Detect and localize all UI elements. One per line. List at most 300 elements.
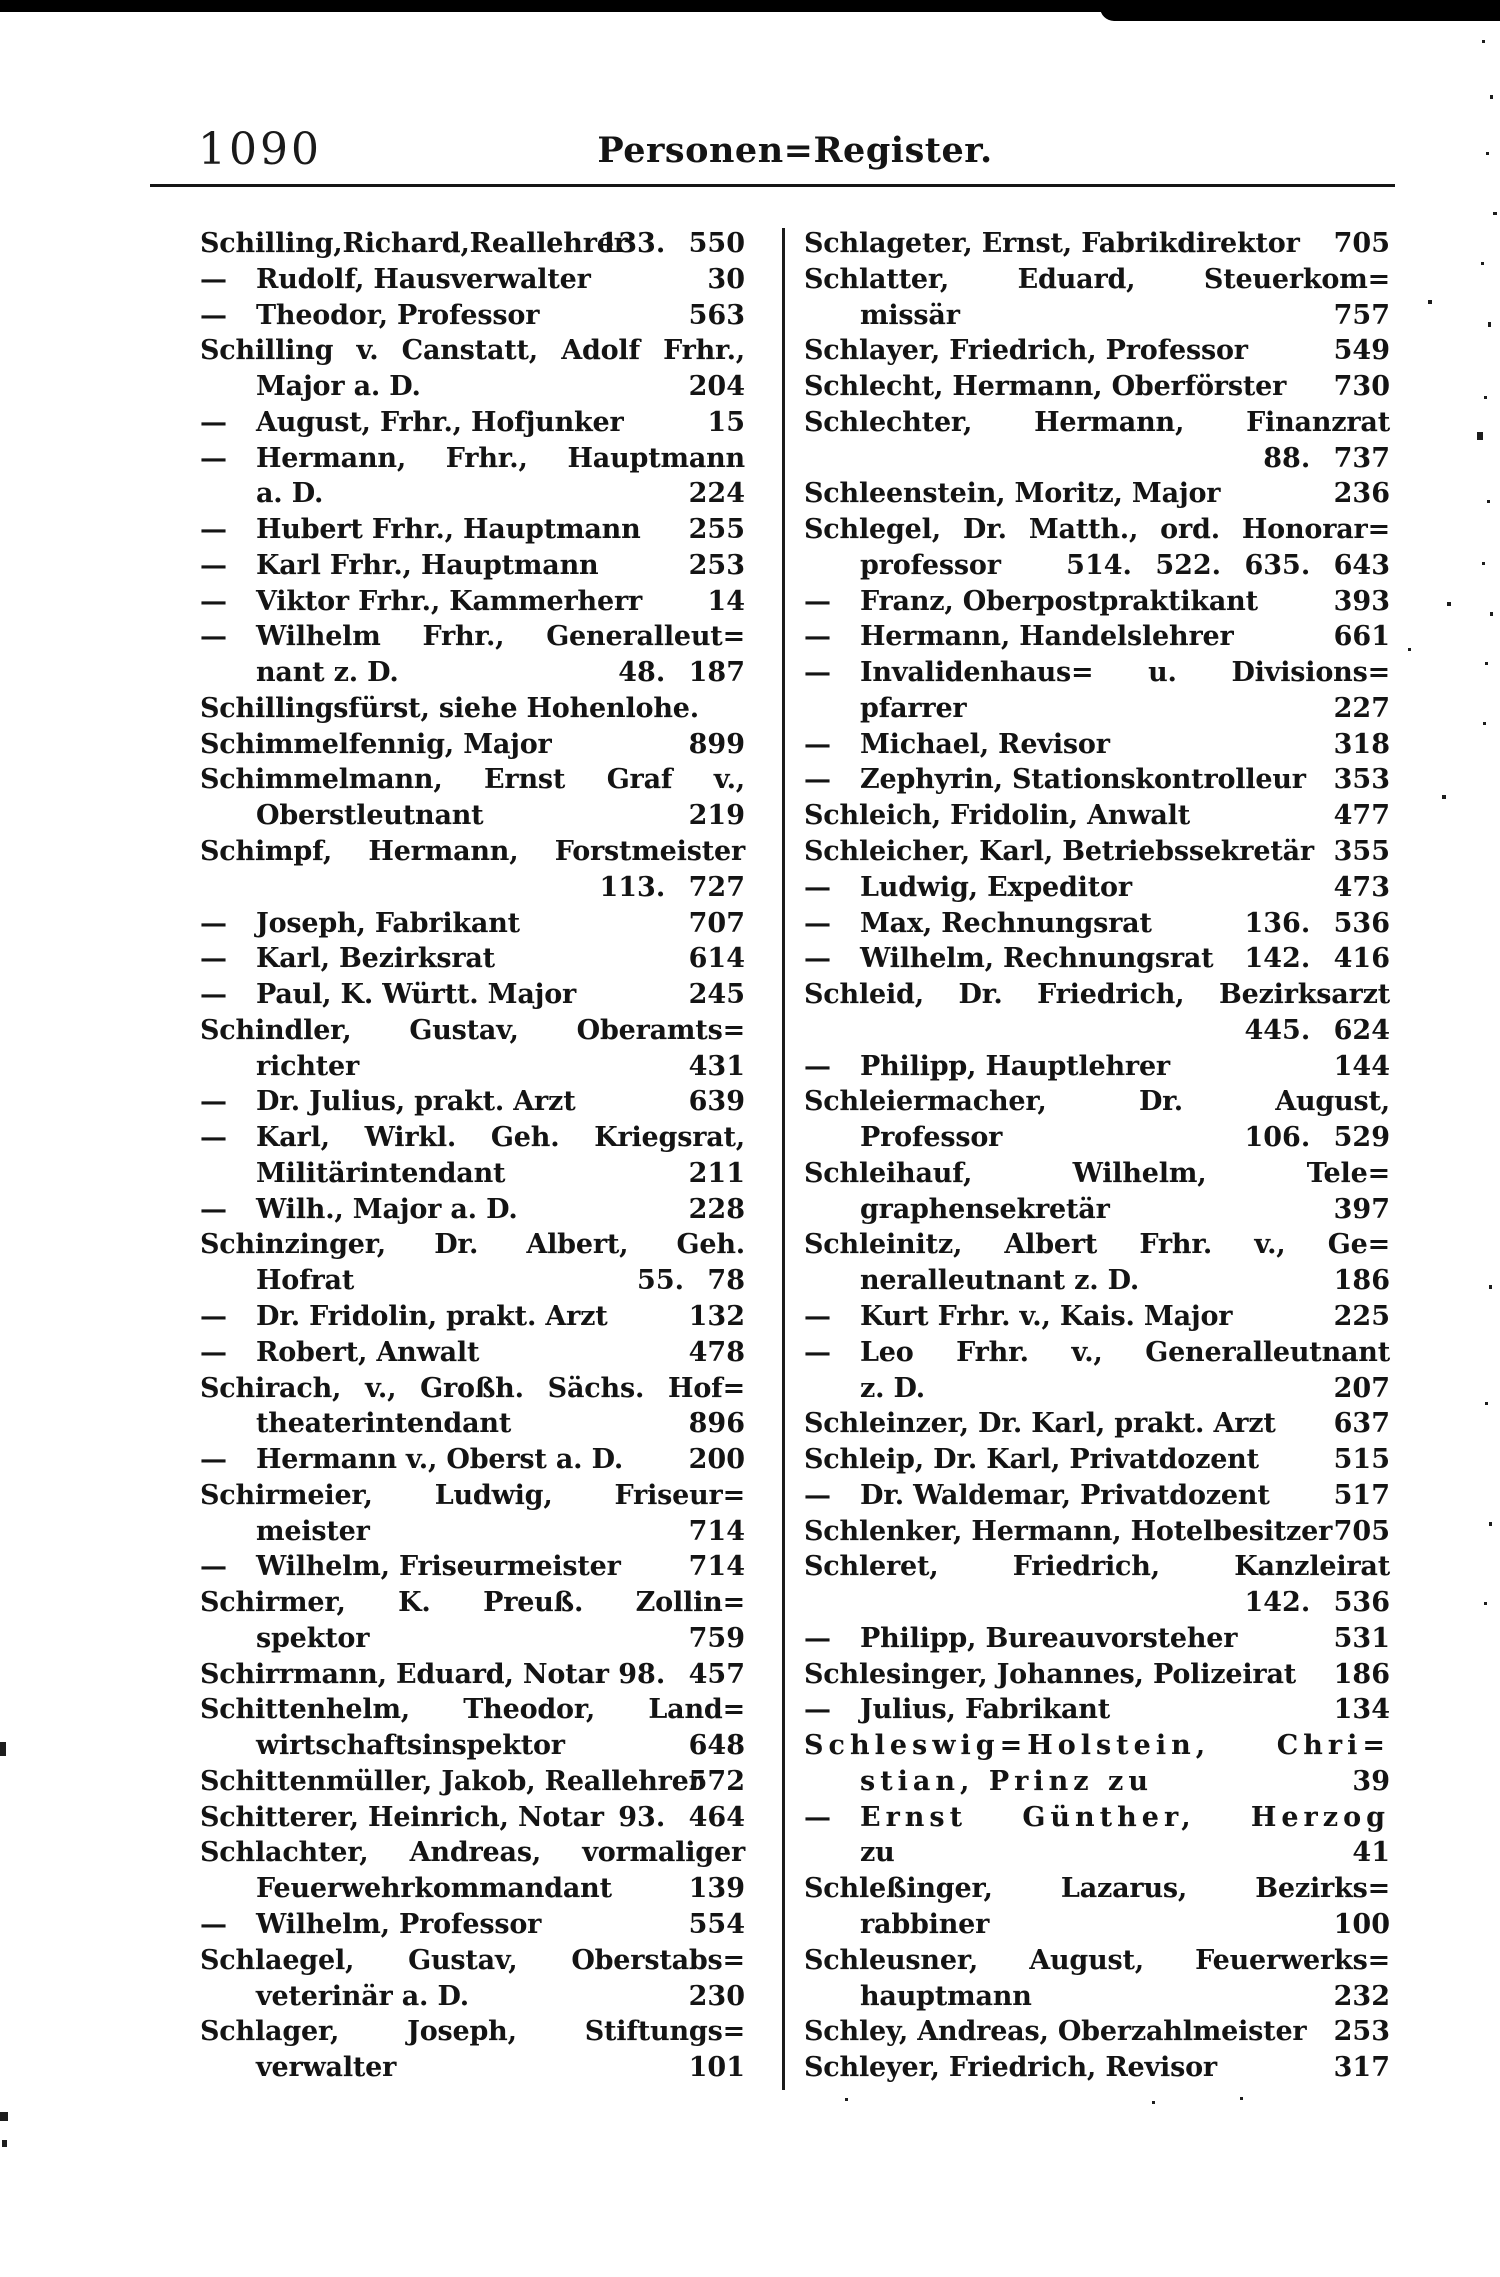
- entry-text: professor: [860, 549, 1001, 581]
- entry-text: Schleswig=Holstein, Chri=: [804, 1730, 1390, 1762]
- register-line: [804, 476, 1390, 512]
- entry-text: Schlaegel, Gustav, Oberstabs=: [200, 1944, 745, 1976]
- entry-page-number: 88. 737: [1263, 442, 1390, 474]
- entry-text: — Invalidenhaus= u. Divisions=: [804, 655, 1390, 691]
- ditto-dash: —: [804, 1801, 836, 1833]
- register-line: [804, 1871, 1390, 1907]
- entry-text: theaterintendant: [256, 1408, 512, 1440]
- entry-text: — Ludwig, Expeditor: [804, 870, 1390, 906]
- ditto-dash: —: [804, 621, 831, 653]
- scan-artifact: [845, 2098, 848, 2101]
- register-line: [200, 1907, 745, 1943]
- register-line: [200, 1371, 745, 1407]
- register-line: [804, 1192, 1390, 1228]
- entry-page-number: 224: [688, 478, 745, 510]
- entry-text: — Joseph, Fabrikant: [200, 906, 745, 942]
- entry-text: hauptmann: [860, 1980, 1032, 2012]
- entry-text: spektor: [256, 1622, 370, 1654]
- entry-page-number: 200: [688, 1444, 745, 1476]
- ditto-dash: —: [200, 943, 227, 975]
- entry-page-number: 648: [688, 1730, 745, 1762]
- entry-text: — Paul, K. Württ. Major: [200, 977, 745, 1013]
- entry-page-number: 431: [688, 1050, 745, 1082]
- register-line: [804, 1478, 1390, 1514]
- entry-text: Schimmelmann, Ernst Graf v.,: [200, 764, 745, 796]
- register-line: [804, 870, 1390, 906]
- entry-text: veterinär a. D.: [256, 1980, 469, 2012]
- entry-text: Schleihauf, Wilhelm, Tele=: [804, 1157, 1390, 1189]
- entry-text: Schirrmann, Eduard, Notar: [200, 1658, 609, 1690]
- entry-page-number: 132: [688, 1300, 745, 1332]
- register-line: [200, 1120, 745, 1156]
- scan-artifact: [1482, 562, 1485, 565]
- register-line: [200, 476, 745, 512]
- register-line: [804, 262, 1390, 298]
- entry-text: — Ernst Günther, Herzog: [804, 1800, 1390, 1836]
- entry-page-number: 661: [1333, 621, 1390, 653]
- entry-page-number: 15: [707, 406, 745, 438]
- register-line: [200, 1657, 745, 1693]
- scan-artifact: [1482, 40, 1485, 43]
- ditto-dash: —: [200, 907, 227, 939]
- register-line: [804, 1979, 1390, 2015]
- entry-text: Schimpf, Hermann, Forstmeister: [200, 836, 745, 868]
- entry-page-number: 896: [688, 1408, 745, 1440]
- scan-artifact: [1486, 152, 1489, 155]
- register-line: [804, 1943, 1390, 1979]
- scan-artifact: [1487, 500, 1490, 503]
- entry-text: — Hermann, Handelslehrer: [804, 619, 1390, 655]
- register-line: [200, 1156, 745, 1192]
- ditto-dash: —: [200, 406, 227, 438]
- register-line: [200, 1979, 745, 2015]
- entry-page-number: 39: [1352, 1765, 1390, 1797]
- register-line: [200, 1335, 745, 1371]
- register-line: [804, 584, 1390, 620]
- ditto-dash: —: [200, 1444, 227, 1476]
- scan-artifact: [1493, 212, 1497, 215]
- entry-text: graphensekretär: [860, 1193, 1110, 1225]
- scan-artifact: [1477, 432, 1483, 440]
- entry-page-number: 355: [1333, 836, 1390, 868]
- ditto-dash: —: [200, 1122, 227, 1154]
- entry-text: Schlachter, Andreas, vormaliger: [200, 1837, 745, 1869]
- register-line: [200, 798, 745, 834]
- register-line: [200, 1406, 745, 1442]
- ditto-dash: —: [804, 907, 831, 939]
- entry-page-number: 100: [1333, 1908, 1390, 1940]
- scan-artifact-top-bar: [1100, 0, 1500, 21]
- register-line: [200, 1943, 745, 1979]
- register-line: [804, 977, 1390, 1013]
- entry-text: — Wilh., Major a. D.: [200, 1192, 745, 1228]
- scan-artifact: [0, 1742, 6, 1756]
- register-line: [200, 1514, 745, 1550]
- register-line: [804, 333, 1390, 369]
- register-line: [200, 1013, 745, 1049]
- register-line: [200, 1192, 745, 1228]
- entry-text: Schleip, Dr. Karl, Privatdozent: [804, 1444, 1259, 1476]
- entry-text: missär: [860, 299, 960, 331]
- entry-page-number: 236: [1333, 478, 1390, 510]
- entry-page-number: 93. 464: [618, 1801, 745, 1833]
- entry-text: — Julius, Fabrikant: [804, 1692, 1390, 1728]
- scan-artifact: [1489, 1522, 1492, 1526]
- register-line: [804, 2014, 1390, 2050]
- register-line: [804, 548, 1390, 584]
- entry-page-number: 101: [688, 2052, 745, 2084]
- entry-page-number: 317: [1333, 2052, 1390, 2084]
- register-line: [200, 405, 745, 441]
- entry-page-number: 253: [688, 549, 745, 581]
- entry-text: Schittenmüller, Jakob, Reallehrer: [200, 1765, 703, 1797]
- register-line: [804, 1406, 1390, 1442]
- entry-text: Professor: [860, 1122, 1003, 1154]
- entry-page-number: 478: [688, 1336, 745, 1368]
- entry-page-number: 445. 624: [1244, 1014, 1390, 1046]
- entry-text: — Max, Rechnungsrat: [804, 906, 1390, 942]
- entry-text: Schillingsfürst, siehe Hohenlohe.: [200, 692, 699, 724]
- entry-text: — Dr. Waldemar, Privatdozent: [804, 1478, 1390, 1514]
- header-rule: [150, 184, 1395, 187]
- ditto-dash: —: [200, 299, 227, 331]
- register-line: [804, 1764, 1390, 1800]
- entry-page-number: 55. 78: [637, 1265, 745, 1297]
- ditto-dash: —: [804, 657, 831, 689]
- scan-artifact: [1488, 322, 1491, 327]
- register-line: [200, 2050, 745, 2086]
- entry-text: Feuerwehrkommandant: [256, 1873, 612, 1905]
- entry-text: wirtschaftsinspektor: [256, 1730, 565, 1762]
- entry-page-number: 133. 550: [599, 228, 745, 259]
- register-line: [200, 655, 745, 691]
- entry-text: — Zephyrin, Stationskontrolleur: [804, 762, 1390, 798]
- entry-text: richter: [256, 1050, 360, 1082]
- entry-text: z. D.: [860, 1372, 925, 1404]
- ditto-dash: —: [804, 1336, 831, 1368]
- entry-page-number: 207: [1333, 1372, 1390, 1404]
- entry-text: Schleusner, August, Feuerwerks=: [804, 1944, 1390, 1976]
- entry-text: Schley, Andreas, Oberzahlmeister: [804, 2016, 1307, 2048]
- register-line: [804, 1156, 1390, 1192]
- register-line: [804, 1835, 1390, 1871]
- entry-text: Schlechter, Hermann, Finanzrat: [804, 406, 1390, 438]
- register-line: [200, 584, 745, 620]
- entry-text: Schittenhelm, Theodor, Land=: [200, 1694, 745, 1726]
- register-line: [200, 762, 745, 798]
- entry-text: — Wilhelm Frhr., Generalleut=: [200, 619, 745, 655]
- register-line: [804, 1084, 1390, 1120]
- scan-artifact: [1485, 1402, 1488, 1405]
- entry-text: — Karl, Bezirksrat: [200, 941, 745, 977]
- scan-artifact: [1489, 1285, 1492, 1289]
- entry-page-number: 142. 536: [1244, 1587, 1390, 1619]
- ditto-dash: —: [804, 728, 831, 760]
- register-line: [804, 762, 1390, 798]
- entry-text: Schlecht, Hermann, Oberförster: [804, 371, 1287, 403]
- scan-artifact: [1490, 95, 1493, 99]
- entry-text: Oberstleutnant: [256, 800, 484, 832]
- entry-page-number: 219: [688, 800, 745, 832]
- entry-page-number: 142. 416: [1244, 943, 1390, 975]
- entry-text: Schleicher, Karl, Betriebssekretär: [804, 836, 1314, 868]
- entry-text: — Wilhelm, Professor: [200, 1907, 745, 1943]
- entry-text: — Karl Frhr., Hauptmann: [200, 548, 745, 584]
- entry-text: Schleid, Dr. Friedrich, Bezirksarzt: [804, 979, 1390, 1011]
- register-line: [804, 941, 1390, 977]
- register-line: [804, 226, 1390, 262]
- entry-text: Schleyer, Friedrich, Revisor: [804, 2052, 1217, 2084]
- entry-page-number: 531: [1333, 1622, 1390, 1654]
- register-line: [200, 906, 745, 942]
- scan-artifact: [1408, 648, 1411, 651]
- entry-page-number: 707: [688, 907, 745, 939]
- register-line: [200, 1728, 745, 1764]
- ditto-dash: —: [200, 1193, 227, 1225]
- entry-text: nant z. D.: [256, 657, 399, 689]
- entry-page-number: 549: [1333, 335, 1390, 367]
- entry-text: Schlegel, Dr. Matth., ord. Honorar=: [804, 514, 1390, 546]
- entry-text: — Robert, Anwalt: [200, 1335, 745, 1371]
- entry-page-number: 227: [1333, 692, 1390, 724]
- ditto-dash: —: [804, 1050, 831, 1082]
- register-line: [804, 1907, 1390, 1943]
- ditto-dash: —: [804, 1622, 831, 1654]
- register-column-left: [200, 226, 745, 2086]
- register-line: [804, 1120, 1390, 1156]
- entry-text: — Michael, Revisor: [804, 727, 1390, 763]
- register-line: [200, 1227, 745, 1263]
- entry-text: Schindler, Gustav, Oberamts=: [200, 1014, 745, 1046]
- register-line: [200, 1764, 745, 1800]
- entry-page-number: 134: [1333, 1694, 1390, 1726]
- register-line: [200, 727, 745, 763]
- register-line: [200, 870, 745, 906]
- entry-text: Schlesinger, Johannes, Polizeirat: [804, 1658, 1297, 1690]
- ditto-dash: —: [200, 1551, 227, 1583]
- entry-text: — August, Frhr., Hofjunker: [200, 405, 745, 441]
- entry-page-number: 517: [1333, 1479, 1390, 1511]
- register-line: [200, 298, 745, 334]
- scan-artifact: [1483, 722, 1486, 725]
- entry-text: — Kurt Frhr. v., Kais. Major: [804, 1299, 1390, 1335]
- entry-text: Schirmer, K. Preuß. Zollin=: [200, 1587, 745, 1619]
- entry-text: Schlayer, Friedrich, Professor: [804, 335, 1248, 367]
- register-line: [200, 977, 745, 1013]
- register-line: [200, 1585, 745, 1621]
- entry-page-number: 563: [688, 299, 745, 331]
- entry-text: Schleinitz, Albert Frhr. v., Ge=: [804, 1229, 1390, 1261]
- entry-text: Schleenstein, Moritz, Major: [804, 478, 1221, 510]
- entry-page-number: 245: [688, 979, 745, 1011]
- entry-text: zu: [860, 1837, 895, 1869]
- register-line: [804, 405, 1390, 441]
- register-column-right: [804, 226, 1390, 2086]
- register-line: [200, 512, 745, 548]
- scan-artifact: [0, 2112, 8, 2121]
- entry-page-number: 230: [688, 1980, 745, 2012]
- register-line: [200, 1871, 745, 1907]
- register-line: [200, 1549, 745, 1585]
- register-line: [804, 834, 1390, 870]
- entry-text: — Hermann v., Oberst a. D.: [200, 1442, 745, 1478]
- entry-page-number: 113. 727: [599, 871, 745, 903]
- register-line: [200, 2014, 745, 2050]
- entry-page-number: 318: [1333, 728, 1390, 760]
- entry-page-number: 136. 536: [1244, 907, 1390, 939]
- entry-text: Militärintendant: [256, 1157, 506, 1189]
- entry-text: Schlatter, Eduard, Steuerkom=: [804, 263, 1390, 295]
- ditto-dash: —: [804, 943, 831, 975]
- entry-text: — Wilhelm, Rechnungsrat: [804, 941, 1390, 977]
- register-line: [200, 941, 745, 977]
- entry-page-number: 393: [1333, 585, 1390, 617]
- register-line: [804, 1657, 1390, 1693]
- register-line: [200, 1621, 745, 1657]
- scan-artifact: [1447, 602, 1451, 606]
- scan-artifact: [1240, 2097, 1243, 2100]
- register-line: [200, 691, 745, 727]
- entry-text: — Dr. Julius, prakt. Arzt: [200, 1084, 745, 1120]
- scan-artifact: [1428, 300, 1432, 304]
- ditto-dash: —: [200, 621, 227, 653]
- entry-page-number: 98. 457: [618, 1658, 745, 1690]
- entry-text: — Hermann, Frhr., Hauptmann: [200, 441, 745, 477]
- entry-text: — Philipp, Hauptlehrer: [804, 1049, 1390, 1085]
- ditto-dash: —: [804, 1300, 831, 1332]
- entry-page-number: 637: [1333, 1408, 1390, 1440]
- entry-text: Schirmeier, Ludwig, Friseur=: [200, 1479, 745, 1511]
- register-line: [804, 798, 1390, 834]
- column-divider: [782, 228, 785, 2090]
- register-line: [200, 262, 745, 298]
- entry-page-number: 554: [688, 1908, 745, 1940]
- scan-artifact: [1484, 396, 1487, 399]
- entry-text: Hofrat: [256, 1265, 355, 1297]
- register-line: [200, 548, 745, 584]
- register-line: [804, 1335, 1390, 1371]
- register-line: [200, 1049, 745, 1085]
- register-line: [200, 1084, 745, 1120]
- ditto-dash: —: [804, 1479, 831, 1511]
- entry-page-number: 144: [1333, 1050, 1390, 1082]
- page-number: 1090: [198, 124, 322, 175]
- register-line: [804, 1585, 1390, 1621]
- entry-text: — Hubert Frhr., Hauptmann: [200, 512, 745, 548]
- page-header-title: Personen=Register.: [597, 130, 993, 171]
- register-line: [804, 512, 1390, 548]
- entry-text: Schimmelfennig, Major: [200, 728, 552, 760]
- ditto-dash: —: [804, 585, 831, 617]
- register-line: [804, 1263, 1390, 1299]
- register-line: [804, 655, 1390, 691]
- entry-text: — Dr. Fridolin, prakt. Arzt: [200, 1299, 745, 1335]
- register-line: [200, 1800, 745, 1836]
- entry-page-number: 759: [688, 1622, 745, 1654]
- register-line: [804, 369, 1390, 405]
- entry-page-number: 232: [1333, 1980, 1390, 2012]
- entry-page-number: 639: [688, 1086, 745, 1118]
- register-line: [200, 1692, 745, 1728]
- scan-artifact: [1481, 262, 1484, 265]
- register-line: [804, 1299, 1390, 1335]
- register-line: [804, 1621, 1390, 1657]
- register-line: [200, 1299, 745, 1335]
- register-line: [804, 298, 1390, 334]
- entry-text: Major a. D.: [256, 371, 421, 403]
- entry-text: Schinzinger, Dr. Albert, Geh.: [200, 1229, 745, 1261]
- scan-artifact: [2, 2140, 7, 2147]
- entry-text: Schilling,Richard,Reallehrer: [200, 228, 628, 259]
- entry-page-number: 572: [688, 1765, 745, 1797]
- entry-text: Schitterer, Heinrich, Notar: [200, 1801, 604, 1833]
- entry-page-number: 714: [688, 1515, 745, 1547]
- entry-text: Schleich, Fridolin, Anwalt: [804, 800, 1190, 832]
- entry-text: meister: [256, 1515, 370, 1547]
- register-line: [200, 619, 745, 655]
- entry-text: — Wilhelm, Friseurmeister: [200, 1549, 745, 1585]
- ditto-dash: —: [804, 1694, 831, 1726]
- entry-page-number: 253: [1333, 2016, 1390, 2048]
- entry-text: rabbiner: [860, 1908, 990, 1940]
- register-line: [200, 226, 745, 262]
- ditto-dash: —: [200, 1908, 227, 1940]
- ditto-dash: —: [200, 549, 227, 581]
- entry-page-number: 515: [1333, 1444, 1390, 1476]
- entry-page-number: 397: [1333, 1193, 1390, 1225]
- entry-page-number: 757: [1333, 299, 1390, 331]
- register-line: [804, 1800, 1390, 1836]
- ditto-dash: —: [200, 514, 227, 546]
- entry-text: Schleiermacher, Dr. August,: [804, 1086, 1390, 1118]
- register-line: [804, 1442, 1390, 1478]
- entry-page-number: 228: [688, 1193, 745, 1225]
- entry-page-number: 186: [1333, 1265, 1390, 1297]
- register-line: [200, 1263, 745, 1299]
- entry-page-number: 139: [688, 1873, 745, 1905]
- entry-text: Schleßinger, Lazarus, Bezirks=: [804, 1873, 1390, 1905]
- ditto-dash: —: [804, 764, 831, 796]
- scan-artifact: [1152, 2101, 1155, 2104]
- entry-text: — Viktor Frhr., Kammerherr: [200, 584, 745, 620]
- register-line: [200, 834, 745, 870]
- register-line: [804, 1692, 1390, 1728]
- scan-artifact: [1484, 1602, 1487, 1605]
- ditto-dash: —: [200, 585, 227, 617]
- entry-text: Schleret, Friedrich, Kanzleirat: [804, 1551, 1390, 1583]
- entry-page-number: 48. 187: [618, 657, 745, 689]
- register-line: [804, 441, 1390, 477]
- entry-page-number: 514. 522. 635. 643: [1066, 549, 1390, 581]
- scan-artifact: [1442, 795, 1446, 799]
- entry-page-number: 30: [707, 263, 745, 295]
- entry-page-number: 705: [1333, 1515, 1390, 1547]
- entry-text: pfarrer: [860, 692, 967, 724]
- entry-page-number: 353: [1333, 764, 1390, 796]
- ditto-dash: —: [804, 871, 831, 903]
- entry-page-number: 225: [1333, 1300, 1390, 1332]
- scan-artifact: [1490, 612, 1493, 616]
- entry-page-number: 614: [688, 943, 745, 975]
- register-line: [200, 333, 745, 369]
- ditto-dash: —: [200, 1336, 227, 1368]
- entry-text: stian, Prinz zu: [860, 1765, 1153, 1797]
- register-line: [804, 619, 1390, 655]
- entry-text: — Franz, Oberpostpraktikant: [804, 584, 1390, 620]
- entry-page-number: 714: [688, 1551, 745, 1583]
- register-line: [200, 369, 745, 405]
- entry-page-number: 473: [1333, 871, 1390, 903]
